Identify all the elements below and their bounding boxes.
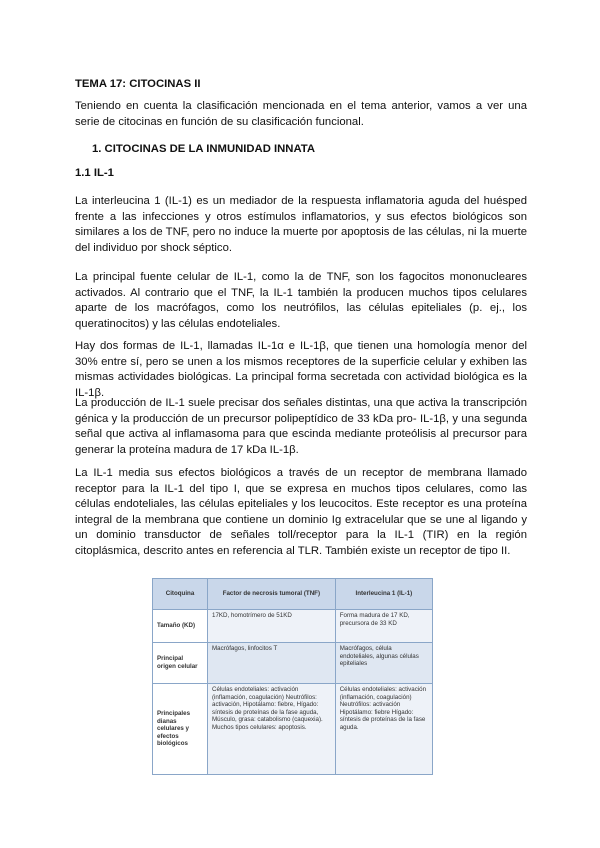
paragraph: La producción de IL-1 suele precisar dos señales distintas, una que activa la transcripción génica y la producción de un precursor polipeptídico de 33 kDa pro- IL-1β, y una segunda señal que activa al inflamasoma para que escinda mediante proteólisis al precursor para generar la proteína madura de 17 kDa IL-1β.	[75, 397, 527, 456]
table-cell: Macrófagos, célula endoteliales, algunas células epiteliales	[335, 643, 432, 684]
table-row	[153, 643, 433, 684]
table-cell: Células endoteliales: activación (inflamación, coagulación) Neutrófilos: activación Hipotálamo: fiebre Hígado: síntesis de proteínas de la fase aguda.	[335, 684, 432, 775]
paragraph: La principal fuente celular de IL-1, como la de TNF, son los fagocitos mononucleares activados. Al contrario que el TNF, la IL-1 también la producen muchos tipos celulares aparte de los macrófagos, como los neutrófilos, las células epiteliales (p. ej., los queratinocitos) y las células endoteliales.	[75, 271, 527, 330]
table-header: Citoquina	[153, 579, 208, 610]
table-header: Factor de necrosis tumoral (TNF)	[208, 579, 336, 610]
paragraph: La interleucina 1 (IL-1) es un mediador de la respuesta inflamatoria aguda del huésped frente a las infecciones y otros estímulos inflamatorios, y sus efectos biológicos son similares a los de TNF, pero no induce la muerte por apoptosis de las células, ni la muerte del individuo por shock séptico.	[75, 195, 527, 254]
paragraph: La IL-1 media sus efectos biológicos a través de un receptor de membrana llamado receptor para la IL-1 del tipo I, que se expresa en muchos tipos celulares, como las células endoteliales, las células epiteliales y los leucocitos. Este receptor es una proteína integral de la membrana que contiene un dominio Ig extracelular que se une al ligando y un dominio transductor de señales toll/receptor para la IL-1 (TIR) en la región citoplásmica, descrito antes en referencia al TLR. También existe un receptor de tipo II.	[75, 467, 527, 557]
row-label: Tamaño (KD)	[153, 610, 208, 643]
section-heading: 1. CITOCINAS DE LA INMUNIDAD INNATA	[92, 143, 316, 155]
table-cell: Macrófagos, linfocitos T	[208, 643, 336, 684]
table-header: Interleucina 1 (IL-1)	[335, 579, 432, 610]
cytokine-table	[152, 578, 433, 775]
row-label: Principales dianas celulares y efectos biológicos	[153, 684, 208, 775]
table-row	[153, 610, 433, 643]
document-title: TEMA 17: CITOCINAS II	[75, 78, 201, 90]
paragraph: Hay dos formas de IL-1, llamadas IL-1α e IL-1β, que tienen una homología menor del 30% entre sí, pero se unen a los mismos receptores de la superficie celular y exhiben las mismas actividades biológicas. La principal forma secretada con actividad biológica es la IL-1β.	[75, 340, 527, 399]
row-label: Principal origen celular	[153, 643, 208, 684]
table-cell: Forma madura de 17 KD, precursora de 33 KD	[335, 610, 432, 643]
subsection-heading: 1.1 IL-1	[75, 167, 114, 179]
intro-paragraph: Teniendo en cuenta la clasificación mencionada en el tema anterior, vamos a ver una serie de citocinas en función de su clasificación funcional.	[75, 100, 527, 128]
table-cell: Células endoteliales: activación (inflamación, coagulación) Neutrófilos: activación, Hipotálamo: fiebre, Hígado: síntesis de proteínas de la fase aguda, Músculo, grasa: catabolismo (caquexia). Muchos tipos celulares: apoptosis.	[208, 684, 336, 775]
table-row	[153, 684, 433, 775]
table-cell: 17KD, homotrímero de 51KD	[208, 610, 336, 643]
